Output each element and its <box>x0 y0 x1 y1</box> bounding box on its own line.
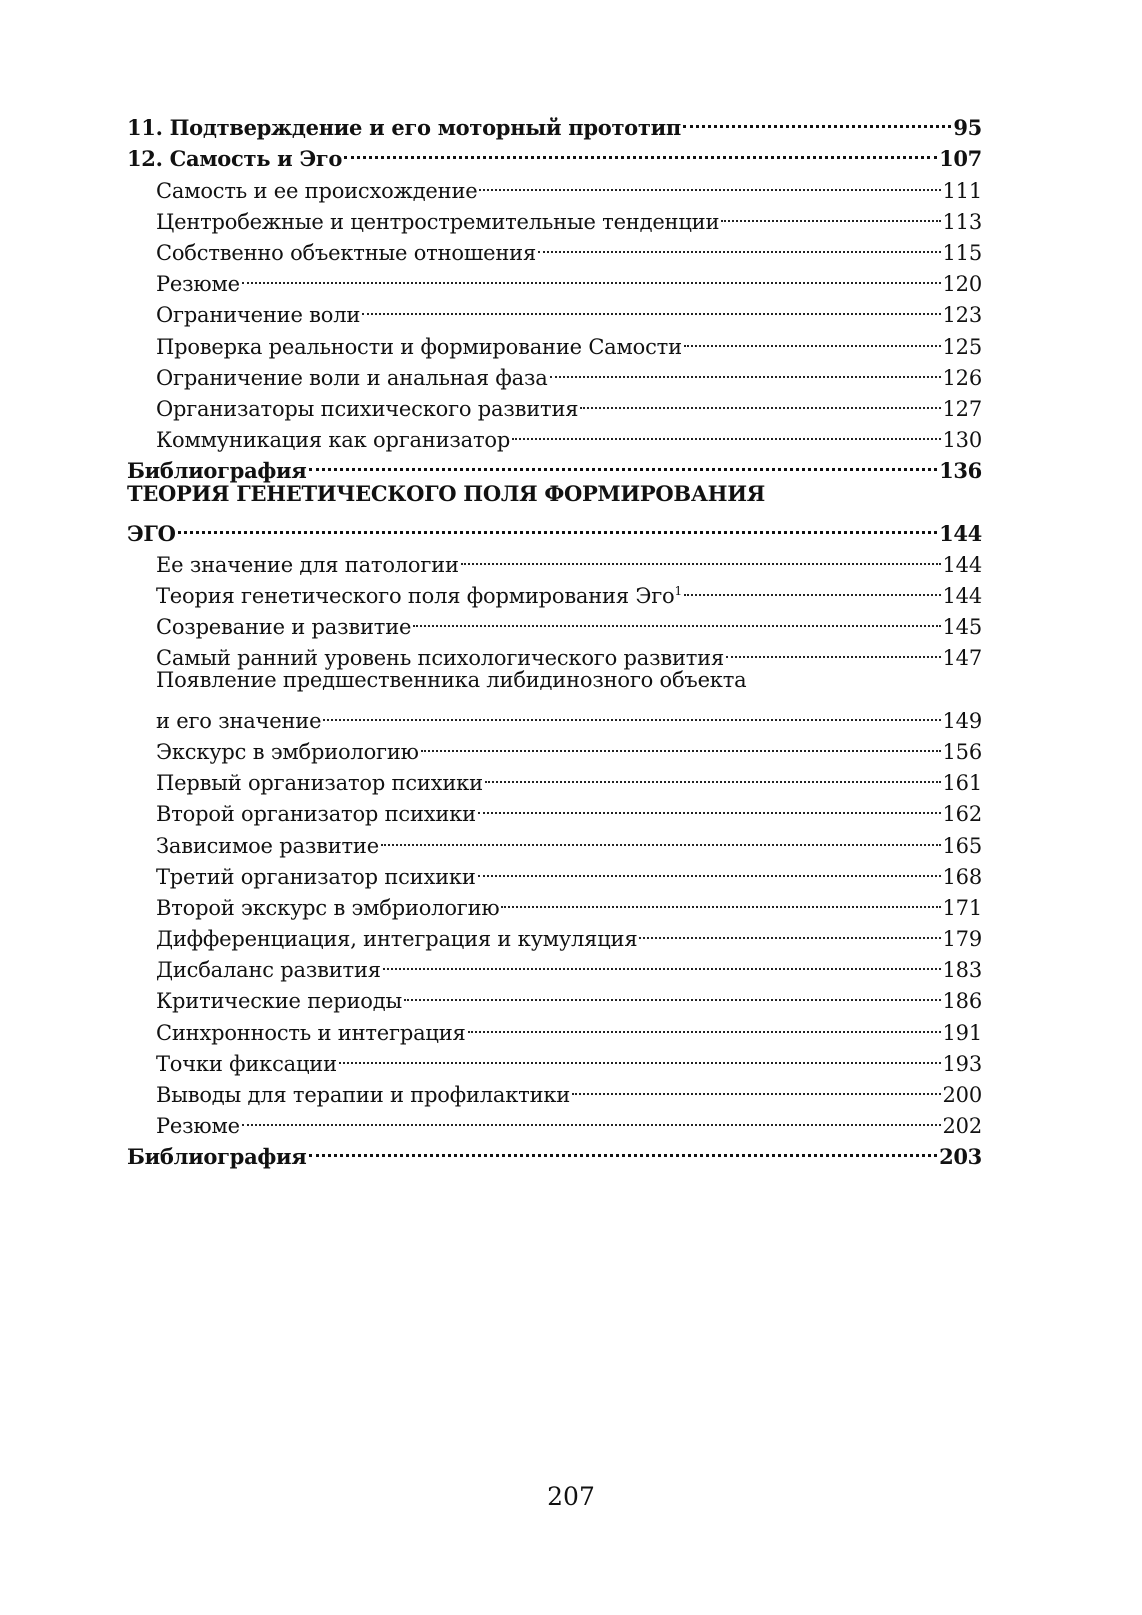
toc-entry-page: 136 <box>939 458 982 484</box>
toc-entry[interactable] <box>127 1102 982 1139</box>
dot-leader <box>381 821 941 852</box>
toc-entry-page: 95 <box>953 115 982 141</box>
dot-leader <box>726 634 941 665</box>
toc-entry-title: Экскурс в эмбриологию <box>156 739 419 764</box>
toc-entry-page: 144 <box>939 520 982 546</box>
dot-leader <box>468 1008 941 1039</box>
toc-entry[interactable] <box>127 260 982 297</box>
toc-entry-page: 113 <box>942 209 982 234</box>
toc-entry-title: 11. Подтверждение и его моторный прототип <box>127 115 681 141</box>
toc-entry-page: 127 <box>942 396 982 421</box>
dot-leader <box>461 541 941 572</box>
dot-leader <box>572 1071 940 1102</box>
toc-entry-page: 144 <box>942 552 982 577</box>
toc-entry-title: Коммуникация как организатор <box>156 428 511 453</box>
toc-entry-title: Резюме <box>156 1114 240 1139</box>
table-of-contents <box>127 104 982 1170</box>
toc-entry-title: Самость и ее происхождение <box>156 178 478 203</box>
toc-entry-title: 12. Самость и Эго <box>127 146 343 172</box>
toc-entry-title: Синхронность и интеграция <box>156 1020 466 1045</box>
toc-entry-title: Выводы для терапии и профилактики <box>156 1083 571 1107</box>
toc-entry-title: Ограничение воли и анальная фаза <box>156 365 548 390</box>
toc-entry-page: 107 <box>939 146 982 172</box>
toc-entry-title: Второй экскурс в эмбриологию <box>156 895 500 920</box>
toc-entry-title: Дисбаланс развития <box>156 958 381 983</box>
dot-leader <box>242 1102 941 1133</box>
dot-leader <box>684 572 941 603</box>
toc-entry-page: 179 <box>942 927 982 952</box>
toc-entry-title: Первый организатор психики <box>156 771 483 796</box>
dot-leader <box>344 135 937 166</box>
toc-entry-page: 144 <box>942 584 982 608</box>
toc-entry-title: Второй организатор психики <box>156 802 476 827</box>
toc-entry-title: Появление предшественника либидинозного объекта <box>156 668 747 693</box>
toc-entry-title: Третий организатор психики <box>156 864 476 889</box>
toc-entry[interactable] <box>127 1133 982 1170</box>
toc-entry-title: Зависимое развитие <box>156 833 379 858</box>
toc-entry-title: Ее значение для патологии <box>156 552 459 577</box>
dot-leader <box>538 229 940 260</box>
dot-leader <box>478 853 941 884</box>
dot-leader <box>178 509 937 540</box>
toc-entry-title: Созревание и развитие <box>156 615 412 640</box>
toc-entry[interactable] <box>127 541 982 577</box>
dot-leader <box>721 198 940 229</box>
toc-entry-title: Собственно объектные отношения <box>156 240 537 265</box>
footnote-marker[interactable]: 1 <box>674 584 682 598</box>
toc-entry-page: 147 <box>942 646 982 671</box>
toc-entry-page: 200 <box>942 1083 982 1107</box>
dot-leader <box>309 447 938 478</box>
dot-leader <box>683 104 951 135</box>
toc-entry-title: ЭГО <box>127 520 176 546</box>
dot-leader <box>309 1133 938 1164</box>
toc-entry-title: Проверка реальности и формирование Самости <box>156 334 682 359</box>
dot-leader <box>479 166 940 197</box>
toc-entry-title-text: Теория генетического поля формирования Эго <box>156 584 675 608</box>
toc-entry-page: 115 <box>942 240 982 265</box>
toc-entry-title: Ограничение воли <box>156 303 361 328</box>
toc-entry-page: 202 <box>942 1114 982 1139</box>
toc-entry-title: Дифференциация, интеграция и кумуляция <box>156 927 638 952</box>
toc-entry-title: ТЕОРИЯ ГЕНЕТИЧЕСКОГО ПОЛЯ ФОРМИРОВАНИЯ <box>127 481 765 507</box>
toc-entry-page: 168 <box>942 864 982 889</box>
dot-leader <box>485 759 941 790</box>
dot-leader <box>639 915 940 946</box>
dot-leader <box>550 354 941 385</box>
toc-entry-page: 149 <box>942 708 982 733</box>
toc-entry-page: 193 <box>942 1051 982 1076</box>
toc-entry-title: Резюме <box>156 272 240 297</box>
dot-leader <box>580 385 940 416</box>
toc-entry[interactable] <box>127 509 982 546</box>
toc-entry-title: Критические периоды <box>156 989 402 1014</box>
toc-entry[interactable] <box>127 291 982 328</box>
toc-entry[interactable] <box>127 104 982 141</box>
page-number: 207 <box>547 1482 595 1511</box>
toc-entry-page: 171 <box>942 895 982 920</box>
toc-entry-title: Библиография <box>127 1144 307 1170</box>
toc-part-heading[interactable] <box>127 478 982 509</box>
dot-leader <box>684 322 941 353</box>
toc-entry-page: 191 <box>942 1020 982 1045</box>
toc-entry[interactable] <box>127 697 982 733</box>
dot-leader <box>383 946 941 977</box>
toc-entry-page: 145 <box>942 615 982 640</box>
toc-entry-page: 183 <box>942 958 982 983</box>
dot-leader <box>421 728 941 759</box>
toc-entry-page: 162 <box>942 802 982 827</box>
toc-entry-page: 203 <box>939 1144 982 1170</box>
dot-leader <box>404 977 941 1008</box>
toc-entry-title: Библиография <box>127 458 307 484</box>
toc-entry-page: 165 <box>942 833 982 858</box>
toc-entry-page: 186 <box>942 989 982 1014</box>
toc-entry-title: Организаторы психического развития <box>156 396 579 421</box>
dot-leader <box>323 697 940 728</box>
dot-leader <box>501 884 940 915</box>
toc-entry-title: и его значение <box>156 708 322 733</box>
dot-leader <box>512 416 940 447</box>
toc-entry-page: 156 <box>942 739 982 764</box>
toc-entry-page: 130 <box>942 428 982 453</box>
dot-leader <box>478 790 941 821</box>
toc-entry-page: 111 <box>942 178 982 203</box>
dot-leader <box>339 1040 941 1071</box>
toc-entry-page: 126 <box>942 365 982 390</box>
toc-entry-page: 123 <box>942 303 982 328</box>
toc-entry-title: Самый ранний уровень психологического развития <box>156 646 725 671</box>
toc-entry-page: 125 <box>942 334 982 359</box>
toc-entry-first-line[interactable] <box>127 665 982 696</box>
dot-leader <box>242 260 941 291</box>
toc-entry-title: Точки фиксации <box>156 1051 337 1076</box>
toc-entry-page: 161 <box>942 771 982 796</box>
toc-entry-title: Центробежные и центростремительные тенденции <box>156 209 720 234</box>
dot-leader <box>413 603 940 634</box>
dot-leader <box>362 291 940 322</box>
toc-entry-page: 120 <box>942 272 982 297</box>
